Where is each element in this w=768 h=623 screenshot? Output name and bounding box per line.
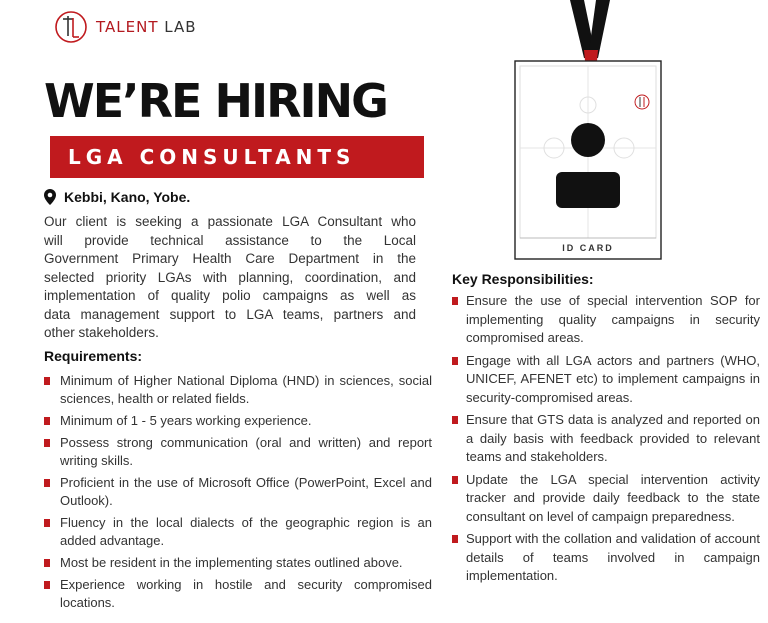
responsibilities-list (452, 292, 760, 590)
intro-line: Our client is seeking a passionate LGA Consultant who (44, 214, 416, 229)
responsibility-item: Support with the collation and validation of account details of teams involved in campaign implementation. (452, 530, 760, 586)
requirements-list (44, 372, 432, 616)
intro-line: Government Primary Health Care Department in the (44, 251, 416, 266)
intro-line: will provide technical assistance to the Local (44, 232, 416, 248)
intro-line: data management support to LGA teams, partners and (44, 306, 416, 322)
responsibility-item: Ensure that GTS data is analyzed and reported on a daily basis with feedback provided to relevant teams and stakeholders. (452, 411, 760, 467)
job-title-banner (50, 136, 424, 178)
id-card-graphic (514, 60, 662, 260)
brand-name-part1: TALENT (96, 18, 159, 36)
responsibilities-heading: Key Responsibilities: (452, 271, 594, 287)
requirement-item: Possess strong communication (oral and written) and report writing skills. (44, 434, 432, 470)
requirement-item: Fluency in the local dialects of the geographic region is an added advantage. (44, 514, 432, 550)
requirement-item: Most be resident in the implementing states outlined above. (44, 554, 432, 572)
requirement-item: Minimum of Higher National Diploma (HND) in sciences, social sciences, health or related fields. (44, 372, 432, 408)
responsibility-item: Engage with all LGA actors and partners (WHO, UNICEF, AFENET etc) to implement campaigns in security-compromised areas. (452, 352, 760, 408)
id-card-label: ID CARD (562, 243, 614, 253)
intro-paragraph (44, 213, 416, 343)
intro-line: other stakeholders. (44, 325, 159, 340)
page-title: WE’RE HIRING (44, 74, 387, 128)
brand-name (96, 18, 197, 36)
location-text: Kebbi, Kano, Yobe. (64, 189, 191, 205)
talent-lab-monogram-icon (54, 10, 88, 44)
location-pin-icon (44, 189, 56, 205)
location (44, 189, 190, 205)
responsibility-item: Ensure the use of special intervention SOP for implementing quality campaigns in security compromised areas. (452, 292, 760, 348)
brand-name-part2: LAB (164, 18, 197, 36)
responsibility-item: Update the LGA special intervention activity tracker and provide daily feedback to the state consultant on level of campaign preparedness. (452, 471, 760, 527)
requirement-item: Minimum of 1 - 5 years working experience. (44, 412, 432, 430)
requirements-heading: Requirements: (44, 348, 143, 364)
intro-line: selected priority LGAs with planning, coordination, and (44, 269, 416, 285)
requirement-item: Experience working in hostile and security compromised locations. (44, 576, 432, 612)
talent-lab-logo (54, 10, 197, 44)
intro-line: implementation of quality polio campaigns as well as (44, 288, 416, 303)
job-title: LGA CONSULTANTS (68, 145, 356, 169)
requirement-item: Proficient in the use of Microsoft Office (PowerPoint, Excel and Outlook). (44, 474, 432, 510)
